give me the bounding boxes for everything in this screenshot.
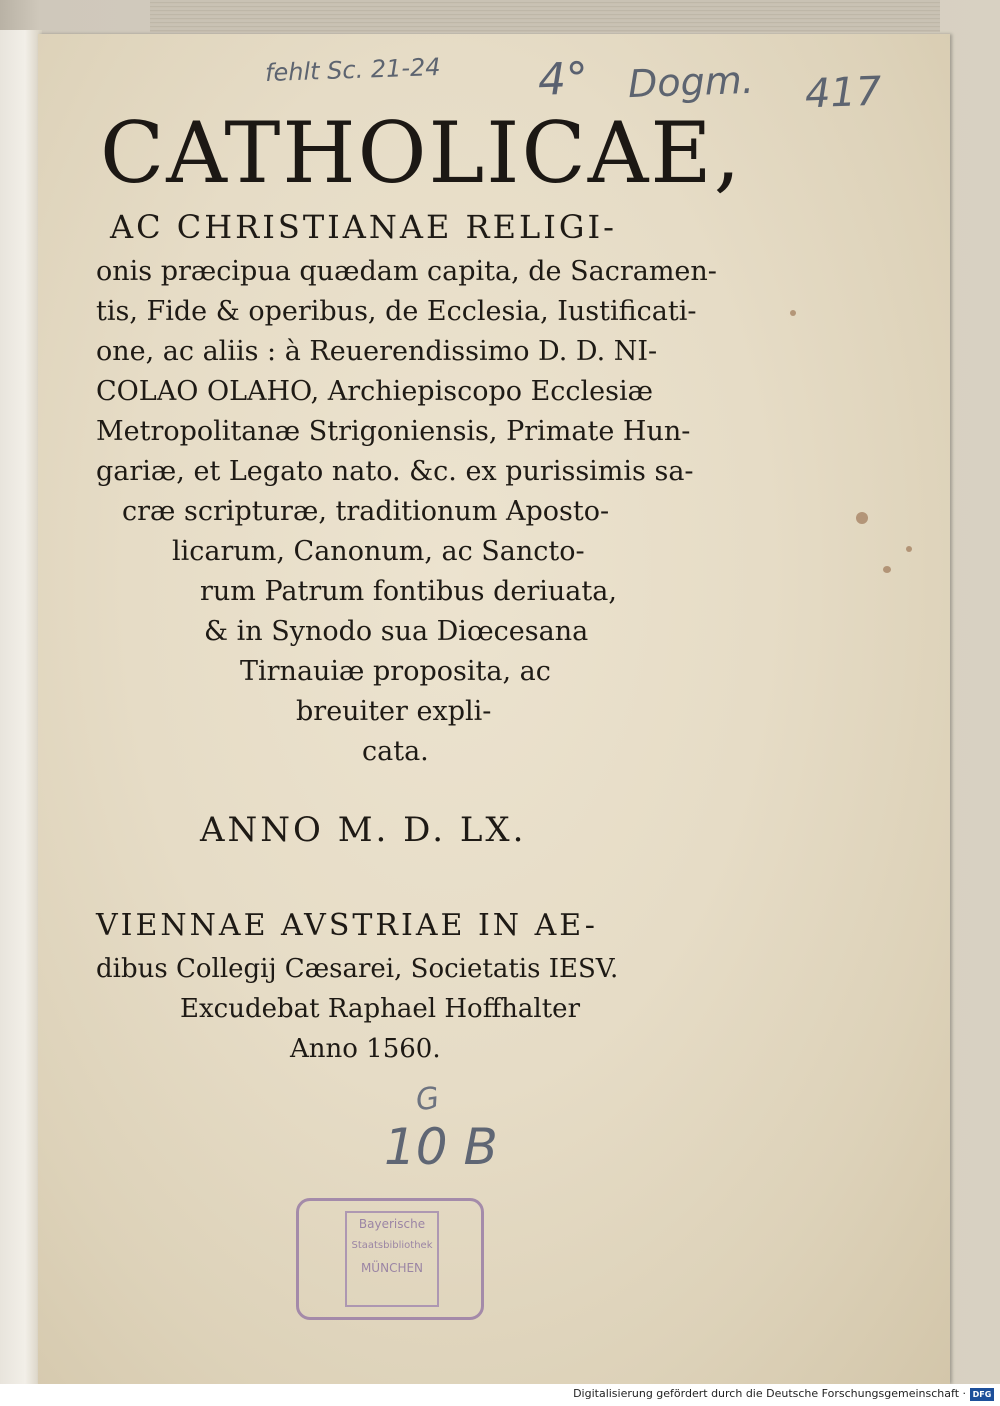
stamp-line: Staatsbibliothek — [351, 1240, 433, 1251]
title-line: cata. — [362, 736, 429, 767]
title-line: Tirnauiæ proposita, ac — [240, 656, 551, 687]
handwritten-shelf-number: 4° — [537, 53, 589, 106]
library-stamp — [296, 1198, 484, 1320]
title-line: AC CHRISTIANAE RELIGI- — [110, 208, 617, 246]
imprint-line: dibus Collegij Cæsarei, Societatis IESV. — [96, 954, 619, 984]
handwritten-note: G — [413, 1080, 442, 1119]
handwritten-shelf-mark: Dogm. — [627, 57, 755, 107]
title-line: cræ scripturæ, traditionum Aposto- — [122, 496, 610, 527]
handwritten-code: 10 B — [384, 1118, 498, 1176]
title-line: tis, Fide & operibus, de Ecclesia, Iustificati- — [96, 296, 697, 327]
title-line: COLAO OLAHO, Archiepiscopo Ecclesiæ — [96, 376, 654, 407]
imprint-line: Anno 1560. — [290, 1034, 441, 1064]
title-line: Metropolitanæ Strigoniensis, Primate Hun- — [96, 416, 691, 447]
title-line: breuiter expli- — [296, 696, 492, 727]
title-line: rum Patrum fontibus deriuata, — [200, 576, 617, 607]
imprint-line: VIENNAE AVSTRIAE IN AE- — [96, 908, 598, 943]
foxing-spot — [790, 310, 796, 316]
handwritten-shelf-count: 417 — [804, 68, 883, 118]
publication-year: ANNO M. D. LX. — [200, 810, 527, 850]
foxing-spot — [883, 566, 891, 573]
library-stamp-inner — [345, 1211, 439, 1307]
title-line: & in Synodo sua Diœcesana — [204, 616, 589, 647]
foxing-spot — [906, 546, 912, 552]
footer-credit: Digitalisierung gefördert durch die Deutsche Forschungsgemeinschaft · — [573, 1387, 966, 1400]
dfg-logo-icon: DFG — [970, 1388, 994, 1401]
binding-edge — [0, 30, 42, 1384]
title-line: gariæ, et Legato nato. &c. ex purissimis sa- — [96, 456, 694, 487]
stamp-line: Bayerische — [358, 1217, 426, 1231]
title-line: onis præcipua quædam capita, de Sacramen- — [96, 256, 717, 287]
page-title: CATHOLICAE, — [100, 104, 743, 202]
footer-bar — [0, 1384, 1000, 1406]
foxing-spot — [856, 512, 868, 524]
title-line: one, ac aliis : à Reuerendissimo D. D. NI- — [96, 336, 658, 367]
title-line: licarum, Canonum, ac Sancto- — [172, 536, 585, 567]
handwritten-note: fehlt Sc. 21-24 — [264, 52, 441, 88]
page-edges — [150, 0, 940, 32]
imprint-line: Excudebat Raphael Hoffhalter — [180, 994, 580, 1024]
stamp-line: MÜNCHEN — [360, 1261, 424, 1275]
